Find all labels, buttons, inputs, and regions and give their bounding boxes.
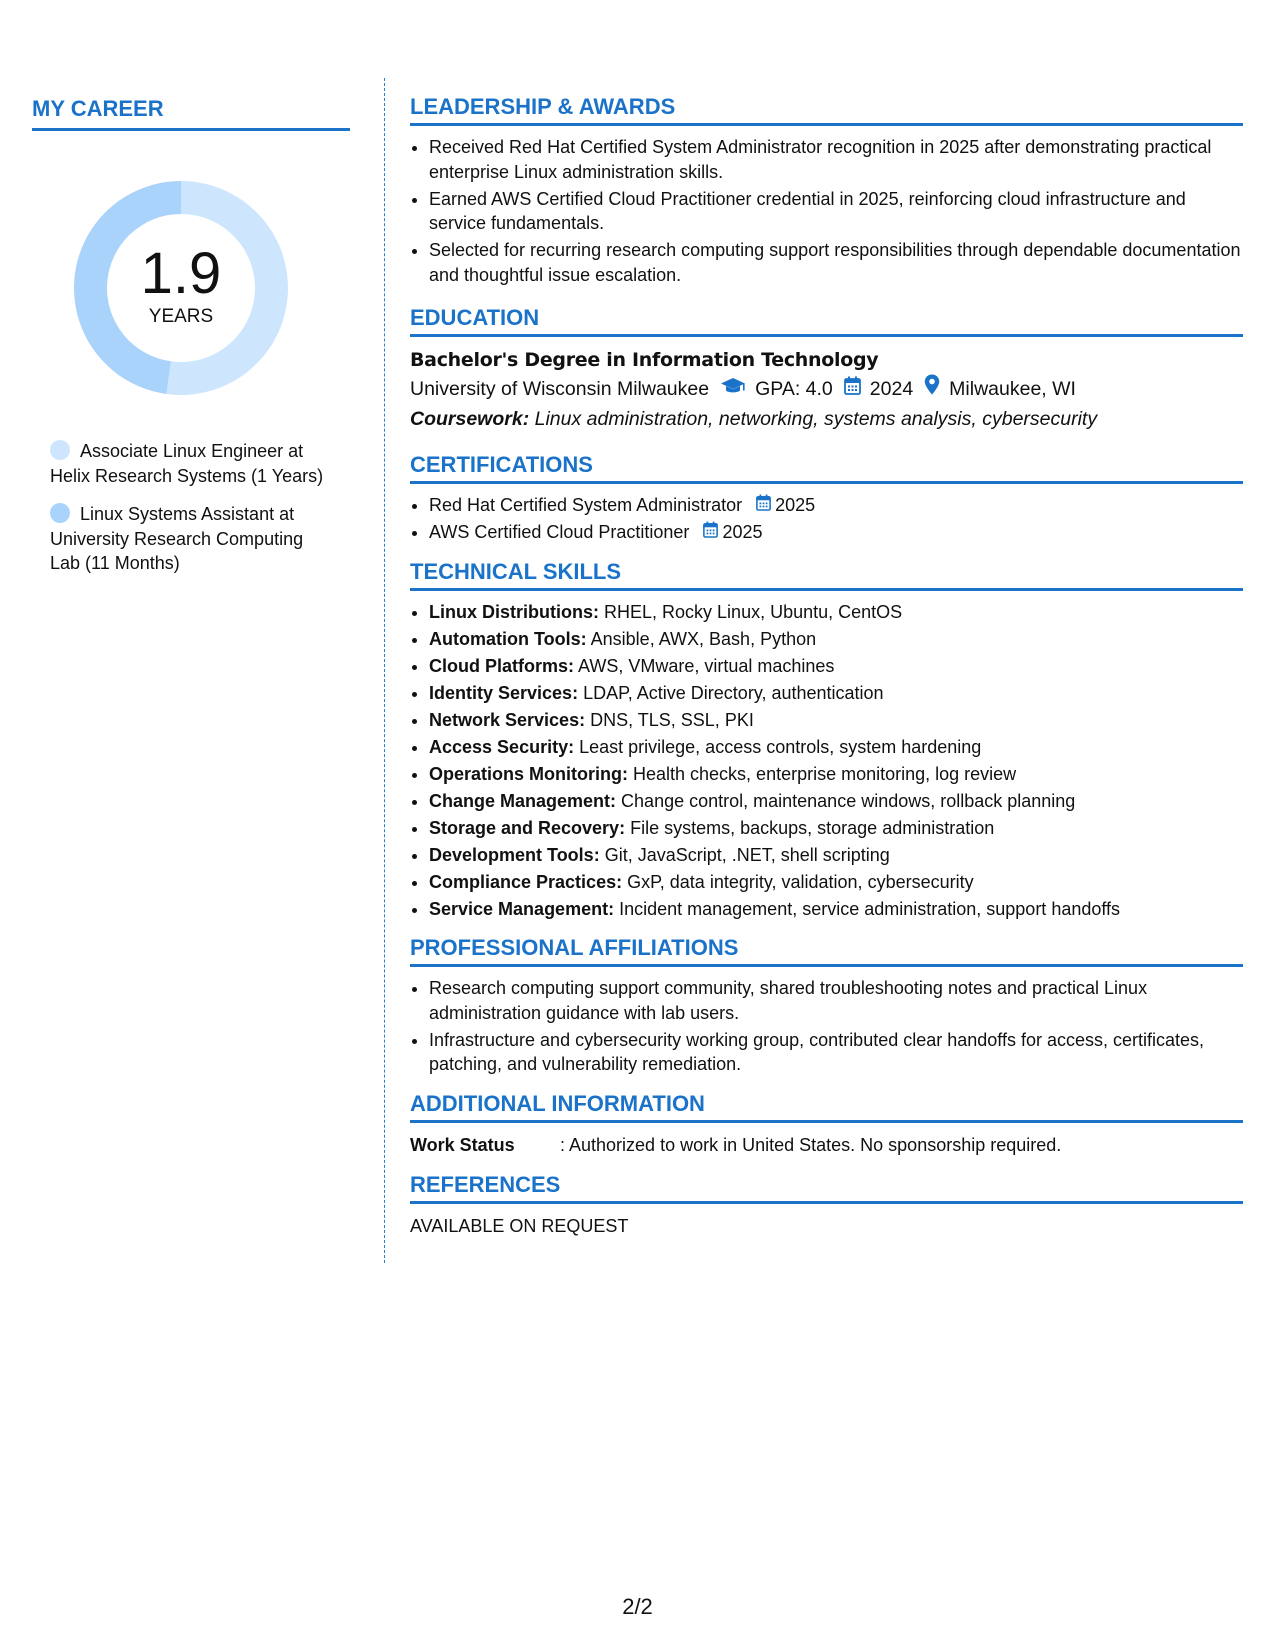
coursework: [410, 404, 1243, 434]
career-legend: [32, 439, 350, 576]
section-title: TECHNICAL SKILLS: [410, 559, 1243, 591]
career-legend-text: Linux Systems Assistant at University Research Computing Lab (11 Months): [50, 504, 304, 573]
skill-label: Change Management:: [429, 790, 617, 811]
skill-value: DNS, TLS, SSL, PKI: [590, 709, 754, 730]
skill-value: GxP, data integrity, validation, cybersecurity: [627, 871, 974, 892]
skills-list: [410, 600, 1243, 922]
cert-name: • AWS Certified Cloud Practitioner: [429, 522, 690, 542]
skill-value: AWS, VMware, virtual machines: [578, 655, 835, 676]
legend-dot: [50, 440, 70, 460]
affiliations-section: [410, 935, 1243, 1077]
leadership-list: [410, 135, 1243, 287]
career-legend-text: Associate Linux Engineer at Helix Research Systems (1 Years): [50, 441, 324, 486]
skill-item: [429, 897, 1243, 922]
education-details: [410, 374, 1243, 404]
skill-value: LDAP, Active Directory, authentication: [583, 682, 884, 703]
skill-value: File systems, backups, storage administration: [630, 817, 995, 838]
list-item: • Infrastructure and cybersecurity working group, contributed clear handoffs for access, certificates, patching, and vulnerability remediation.: [429, 1028, 1243, 1077]
additional-section: [410, 1091, 1243, 1158]
skill-label: Development Tools:: [429, 844, 600, 865]
column-divider: [384, 78, 385, 1263]
skill-item: [429, 600, 1243, 625]
leadership-section: [410, 94, 1243, 287]
skill-item: [429, 654, 1243, 679]
legend-dot: [50, 503, 70, 523]
references-section: [410, 1172, 1243, 1239]
section-title: CERTIFICATIONS: [410, 452, 1243, 484]
skill-value: Ansible, AWX, Bash, Python: [590, 628, 817, 649]
skill-label: Cloud Platforms:: [429, 655, 575, 676]
coursework-label: Coursework:: [410, 408, 530, 430]
page-number: 2/2: [622, 1594, 653, 1619]
degree-title: Bachelor's Degree in Information Technology: [410, 349, 879, 371]
list-item: [429, 520, 1243, 545]
skill-label: Operations Monitoring:: [429, 763, 628, 784]
school-name: University of Wisconsin Milwaukee: [410, 378, 710, 400]
work-status-value: : Authorized to work in United States. No sponsorship required.: [560, 1134, 1062, 1155]
section-title: EDUCATION: [410, 305, 1243, 337]
certifications-list: [410, 493, 1243, 545]
location: Milwaukee, WI: [949, 378, 1076, 400]
section-title: LEADERSHIP & AWARDS: [410, 94, 1243, 126]
skill-label: Network Services:: [429, 709, 586, 730]
skill-item: [429, 816, 1243, 841]
location-pin-icon: [924, 374, 940, 404]
list-item: [429, 493, 1243, 518]
skill-item: [429, 627, 1243, 652]
skill-label: Identity Services:: [429, 682, 579, 703]
section-title: ADDITIONAL INFORMATION: [410, 1091, 1243, 1123]
list-item: • Selected for recurring research computing support responsibilities through dependable documentation and thoughtful issue escalation.: [429, 238, 1243, 287]
main-column: [410, 94, 1243, 1253]
career-donut-chart: [66, 173, 296, 403]
list-item: • Earned AWS Certified Cloud Practitioner credential in 2025, reinforcing cloud infrastructure and service fundamentals.: [429, 187, 1243, 236]
work-status-row: [410, 1132, 1243, 1158]
skill-label: Compliance Practices:: [429, 871, 623, 892]
certifications-section: [410, 452, 1243, 545]
skill-item: [429, 789, 1243, 814]
donut-center-value: 1.9: [140, 241, 222, 306]
education-section: [410, 305, 1243, 434]
list-item: • Received Red Hat Certified System Administrator recognition in 2025 after demonstrating practical enterprise Linux administration skills.: [429, 135, 1243, 184]
skill-label: Automation Tools:: [429, 628, 587, 649]
references-text: AVAILABLE ON REQUEST: [410, 1215, 629, 1236]
skill-value: Incident management, service administration, support handoffs: [619, 898, 1121, 919]
section-title: PROFESSIONAL AFFILIATIONS: [410, 935, 1243, 967]
skill-label: Access Security:: [429, 736, 575, 757]
skill-item: [429, 708, 1243, 733]
skill-value: Git, JavaScript, .NET, shell scripting: [604, 844, 890, 865]
career-legend-item: [50, 439, 330, 488]
list-item: • Research computing support community, shared troubleshooting notes and practical Linux administration guidance with lab users.: [429, 976, 1243, 1025]
skill-label: Storage and Recovery:: [429, 817, 626, 838]
skill-value: Least privilege, access controls, system hardening: [579, 736, 982, 757]
section-title: REFERENCES: [410, 1172, 1243, 1204]
career-sidebar: [32, 96, 350, 590]
work-status-label: Work Status: [410, 1134, 515, 1155]
skill-label: Service Management:: [429, 898, 615, 919]
skill-item: [429, 681, 1243, 706]
donut-center-unit: YEARS: [148, 306, 214, 327]
affiliations-list: [410, 976, 1243, 1077]
skill-item: [429, 870, 1243, 895]
skill-label: Linux Distributions:: [429, 601, 599, 622]
skill-item: [429, 843, 1243, 868]
calendar-icon: [703, 520, 718, 545]
donut-center: [66, 173, 296, 403]
cert-name: • Red Hat Certified System Administrator: [429, 495, 743, 515]
coursework-text: Linux administration, networking, systems analysis, cybersecurity: [534, 408, 1098, 430]
cert-year: 2025: [722, 522, 763, 542]
career-legend-item: [50, 502, 330, 576]
skills-section: [410, 559, 1243, 922]
gpa: GPA: 4.0: [755, 378, 833, 400]
skill-item: [429, 735, 1243, 760]
calendar-icon: [844, 374, 861, 404]
skill-item: [429, 762, 1243, 787]
skill-value: Health checks, enterprise monitoring, log review: [633, 763, 1017, 784]
skill-value: RHEL, Rocky Linux, Ubuntu, CentOS: [604, 601, 903, 622]
graduation-year: 2024: [869, 378, 914, 400]
skill-value: Change control, maintenance windows, rollback planning: [621, 790, 1076, 811]
career-title: MY CAREER: [32, 96, 350, 131]
graduation-cap-icon: [720, 374, 746, 404]
calendar-icon: [756, 493, 771, 518]
cert-year: 2025: [775, 495, 816, 515]
